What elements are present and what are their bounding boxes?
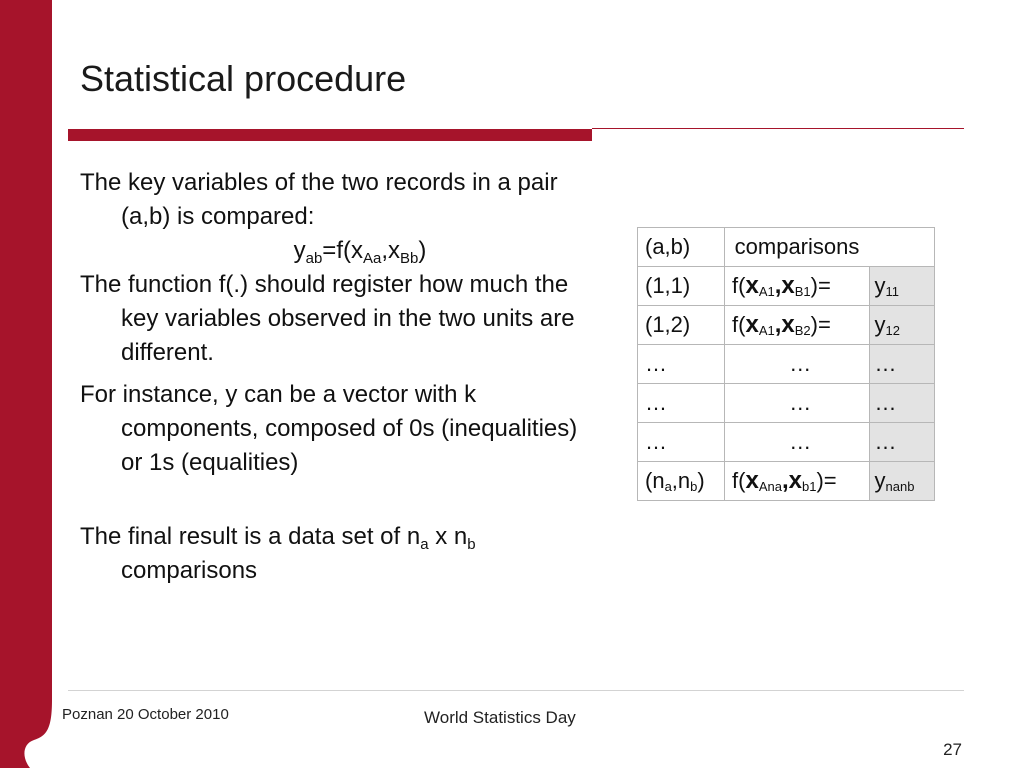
formula-yab: $y_{ab}=f(x_{Aa},x_{Bb})$ <box>293 237 427 267</box>
comparisons-table <box>637 227 935 501</box>
title-underline-thin <box>592 128 964 129</box>
footer-divider <box>68 690 964 691</box>
table-row: … … … <box>638 423 935 462</box>
table-row: (na,nb) f(xAna,xb1)= ynanb <box>638 462 935 501</box>
table-row: … … … <box>638 345 935 384</box>
table-row: (1,1) f(xA1,xB1)= y11 <box>638 267 935 306</box>
paragraph-instance: For instance, y can be a vector with k components, composed of 0s (inequalities) or 1s (equalities) <box>80 381 578 476</box>
page-title: Statistical procedure <box>80 58 407 99</box>
header-comparisons: comparisons <box>725 228 870 267</box>
header-ab: (a,b) <box>638 228 725 267</box>
left-decorative-band <box>0 0 52 768</box>
paragraph-final-result: The final result is a data set of $n_a$ x $n_b$ comparisons <box>80 523 476 584</box>
table-row: (1,2) f(xA1,xB2)= y12 <box>638 306 935 345</box>
title-underline-thick <box>68 129 592 141</box>
footer-event: World Statistics Day <box>424 708 576 727</box>
table-header-row <box>638 228 935 267</box>
table-row: … … … <box>638 384 935 423</box>
page-number: 27 <box>943 740 962 759</box>
paragraph-function: The function f(.) should register how much the key variables observed in the two units are different. <box>80 271 575 366</box>
paragraph-key-variables: The key variables of the two records in a pair (a,b) is compared: <box>80 169 558 230</box>
footer-location-date: Poznan 20 October 2010 <box>62 706 229 723</box>
body-text <box>80 166 580 588</box>
